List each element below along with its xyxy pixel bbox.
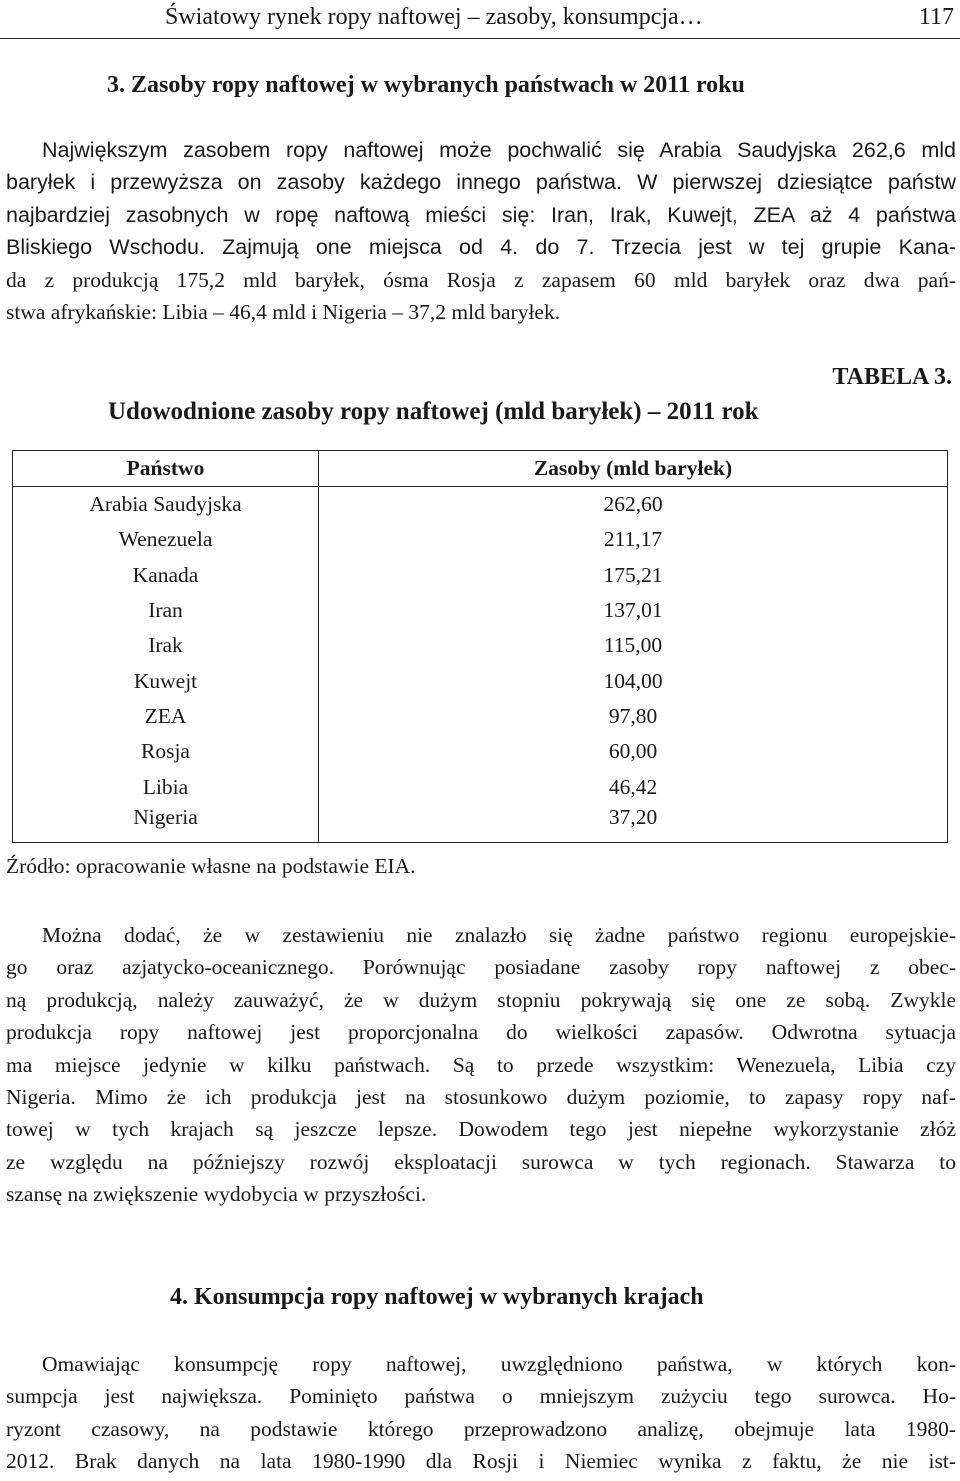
paragraph-line: ma miejsce jedynie w kilku państwach. Są to przede wszystkim: Wenezuela, Libia czy (6, 1052, 956, 1077)
paragraph-line: 2012. Brak danych na lata 1980-1990 dla Rosji i Niemiec wynika z faktu, że nie ist- (6, 1449, 956, 1474)
paragraph-line: szansę na zwiększenie wydobycia w przyszłości. (6, 1182, 427, 1207)
country-cell: Rosja (13, 734, 319, 769)
reserves-cell: 37,20 (319, 805, 948, 843)
reserves-cell: 211,17 (319, 522, 948, 557)
paragraph-line: Nigeria. Mimo że ich produkcja jest na stosunkowo dużym poziomie, to zapasy ropy naf- (6, 1084, 956, 1109)
paragraph-line: najbardziej zasobnych w ropę naftową mieści się: Iran, Irak, Kuwejt, ZEA aż 4 państwa (6, 202, 956, 227)
reserves-cell: 137,01 (319, 593, 948, 628)
running-title: Światowy rynek ropy naftowej – zasoby, konsumpcja… (165, 4, 703, 30)
country-cell: Libia (13, 769, 319, 804)
section-heading-3: 3. Zasoby ropy naftowej w wybranych państwach w 2011 roku (107, 72, 745, 98)
table-header-row (13, 451, 948, 487)
paragraph-line: baryłek i przewyższa on zasoby każdego innego państwa. W pierwszej dziesiątce państw (6, 170, 956, 195)
country-cell: Iran (13, 593, 319, 628)
paragraph-line: Największym zasobem ropy naftowej może pochwalić się Arabia Saudyjska 262,6 mld (42, 138, 956, 162)
paragraph-line: da z produkcją 175,2 mld baryłek, ósma Rosja z zapasem 60 mld baryłek oraz dwa pań- (6, 267, 956, 292)
paragraph-line: towej w tych krajach są jeszcze lepsze. Dowodem tego jest niepełne wykorzystanie złóż (6, 1117, 956, 1142)
table-row (13, 699, 948, 734)
table-row (13, 769, 948, 804)
reserves-cell: 175,21 (319, 558, 948, 593)
country-cell: Irak (13, 628, 319, 663)
country-cell: Arabia Saudyjska (13, 487, 319, 523)
paragraph-reserves-intro (6, 134, 956, 328)
paragraph-line: ryzont czasowy, na podstawie którego przeprowadzono analizę, obejmuje lata 1980- (6, 1416, 956, 1441)
table-row (13, 805, 948, 843)
paragraph-line: go oraz azjatycko-oceanicznego. Porównując posiadane zasoby ropy naftowej z obec- (6, 955, 956, 980)
paragraph-line: Omawiając konsumpcję ropy naftowej, uwzględniono państwa, w których kon- (42, 1352, 956, 1376)
paragraph-line: ną produkcją, należy zauważyć, że w dużym stopniu pokrywają się one ze sobą. Zwykle (6, 987, 956, 1012)
paragraph-consumption-intro (6, 1348, 956, 1478)
table-row (13, 734, 948, 769)
section-heading-4: 4. Konsumpcja ropy naftowej w wybranych krajach (170, 1284, 704, 1310)
country-cell: Nigeria (13, 805, 319, 843)
table-row (13, 593, 948, 628)
table-row (13, 487, 948, 523)
reserves-cell: 115,00 (319, 628, 948, 663)
reserves-cell: 104,00 (319, 663, 948, 698)
table-label: TABELA 3. (832, 364, 952, 390)
page-number: 117 (918, 4, 954, 30)
paragraph-line: produkcja ropy naftowej jest proporcjonalna do wielkości zapasów. Odwrotna sytuacja (6, 1020, 956, 1045)
table-row (13, 558, 948, 593)
paragraph-reserves-discussion (6, 919, 956, 1211)
country-cell: ZEA (13, 699, 319, 734)
paragraph-line: stwa afrykańskie: Libia – 46,4 mld i Nigeria – 37,2 mld baryłek. (6, 299, 561, 324)
reserves-table (12, 450, 948, 843)
running-header (0, 0, 960, 39)
paragraph-line: Można dodać, że w zestawieniu nie znalazło się żadne państwo regionu europejskie- (42, 923, 956, 947)
column-header-country: Państwo (13, 451, 319, 487)
country-cell: Kanada (13, 558, 319, 593)
table-row (13, 628, 948, 663)
country-cell: Kuwejt (13, 663, 319, 698)
paragraph-line: Bliskiego Wschodu. Zajmują one miejsca od 4. do 7. Trzecia jest w tej grupie Kana- (6, 235, 956, 260)
table-caption: Udowodnione zasoby ropy naftowej (mld baryłek) – 2011 rok (108, 398, 759, 425)
reserves-cell: 97,80 (319, 699, 948, 734)
paragraph-line: sumpcja jest największa. Pominięto państwa o mniejszym zużyciu tego surowca. Ho- (6, 1384, 956, 1409)
reserves-cell: 46,42 (319, 769, 948, 804)
column-header-reserves: Zasoby (mld baryłek) (319, 451, 948, 487)
reserves-cell: 60,00 (319, 734, 948, 769)
table-row (13, 522, 948, 557)
paragraph-line: ze względu na późniejszy rozwój eksploatacji surowca w tych regionach. Stawarza to (6, 1149, 956, 1174)
country-cell: Wenezuela (13, 522, 319, 557)
table-source-note: Źródło: opracowanie własne na podstawie EIA. (6, 854, 416, 878)
reserves-cell: 262,60 (319, 487, 948, 523)
table-row (13, 663, 948, 698)
